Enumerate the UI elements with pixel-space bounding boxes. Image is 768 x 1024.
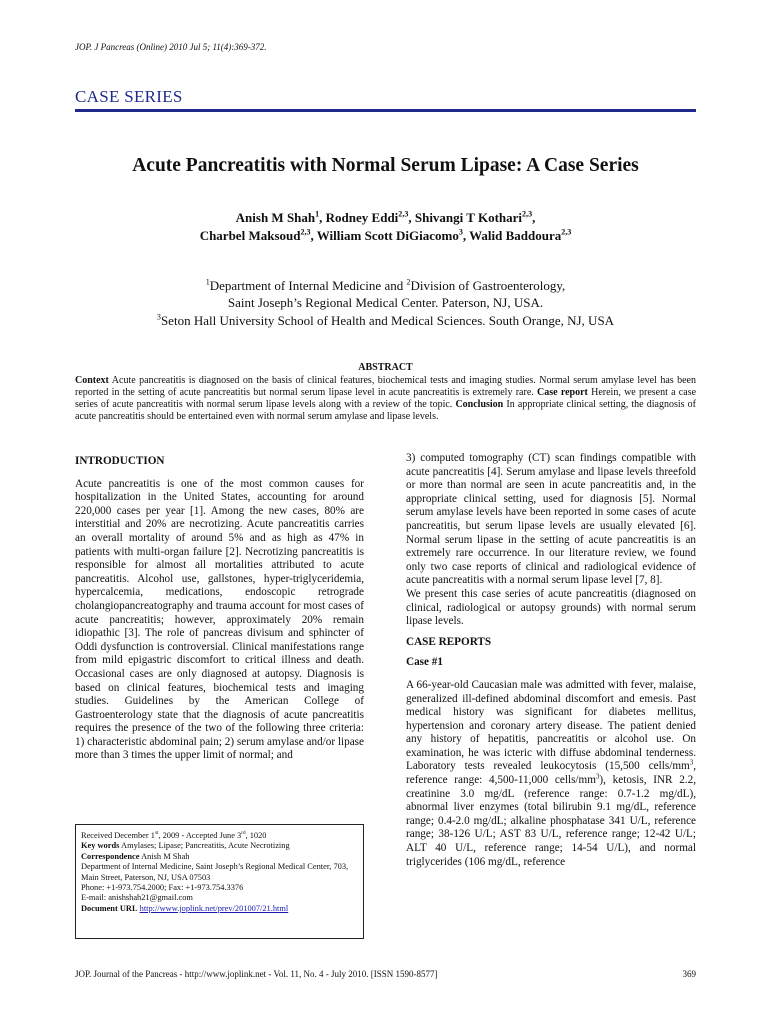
keywords-text: Amylases; Lipase; Pancreatitis, Acute Necrotizing [119, 841, 290, 851]
case-1-heading: Case #1 [406, 656, 443, 669]
received-accepted-line [81, 831, 358, 841]
affiliation-marker: 3 [156, 312, 161, 322]
author-name: Anish M Shah [235, 210, 316, 225]
authors-line-2: Charbel Maksoud$^{2,3}$, William Scott DiGiacomo$^3$, Walid Baddoura$^{2,3}$ [199, 227, 572, 243]
superscript: rd [241, 830, 246, 837]
keywords-line [81, 841, 358, 851]
abstract-case-label: Case report [537, 387, 588, 398]
abstract-context-label: Context [75, 375, 109, 386]
correspondence-label: Correspondence [81, 851, 140, 861]
affiliation-text: Division of Gastroenterology, [410, 278, 566, 293]
author-name: Rodney Eddi [325, 210, 399, 225]
author-affiliation-marker: 2,3 [300, 227, 311, 237]
affiliation-line-2: Saint Joseph’s Regional Medical Center. Paterson, NJ, USA. [227, 295, 544, 310]
abstract-case: Herein, we present a case series of acute pancreatitis with normal serum lipase levels along with a review of the topic. [75, 387, 697, 410]
abstract-conclusion-label: Conclusion [455, 399, 504, 410]
case-reports-heading: CASE REPORTS [406, 635, 492, 648]
abstract-context: Acute pancreatitis is diagnosed on the basis of clinical features, biochemical tests and imaging studies. Normal serum amylase level has been reported in the setting of acute pancreatitis but normal serum lipase level in acute pancreatitis is extremely rare. [75, 375, 696, 398]
keywords-label: Key words [81, 841, 120, 851]
present-paragraph: We present this case series of acute pancreatitis (diagnosed on clinical, radiological or autopsy grounds) with normal serum lipase levels. [406, 587, 696, 628]
left-column [75, 455, 364, 763]
affiliation-text: Seton Hall University School of Health and Medical Sciences. South Orange, NJ, USA [160, 313, 615, 328]
introduction-continuation: 3) computed tomography (CT) scan findings compatible with acute pancreatitis [4]. Serum amylase and lipase levels threefold or more than normal are seen in acute pancreatitis and, in the appropriate clinical setting, used for diagnosis [5]. Normal serum amylase levels have been reported in some cases of acute pancreatitis, but serum lipase levels are usually elevated [6]. Normal serum lipase in the setting of acute pancreatitis is an extremely rare occurrence. In our literature review, we found only two case reports of clinical and radiological evidence of acute pancreatitis with a normal serum lipase level [7, 8]. [406, 452, 696, 587]
author-affiliation-marker: 3 [458, 227, 463, 237]
affiliation-marker: 2 [406, 277, 411, 287]
case-1-paragraph [406, 679, 696, 869]
affiliation-line-3 [75, 313, 696, 329]
accepted-year: , 1020 [245, 831, 267, 840]
received-text: Received December 1 [81, 831, 155, 840]
correspondence-address: Department of Internal Medicine, Saint Joseph’s Regional Medical Center, 703, Main Street, Paterson, NJ, USA 07503 [81, 862, 349, 882]
author-name: Charbel Maksoud [199, 228, 301, 243]
introduction-heading: INTRODUCTION [75, 455, 165, 467]
email: E-mail: anishshah21@gmail.com [81, 893, 193, 903]
author-name: William Scott DiGiacomo [316, 228, 459, 243]
footer-journal-info: JOP. Journal of the Pancreas - http://www.joplink.net - Vol. 11, No. 4 - July 2010. [ISSN 1590-8577] [75, 969, 438, 979]
superscript: st [154, 830, 159, 837]
affiliation-text: Department of Internal Medicine and [209, 278, 407, 293]
author-affiliation-marker: 2,3 [522, 209, 533, 219]
superscript: 3 [689, 758, 694, 767]
article-info-box [75, 824, 364, 939]
right-column [406, 452, 696, 869]
author-affiliation-marker: 1 [315, 209, 320, 219]
superscript: 3 [595, 772, 600, 781]
abstract-heading: ABSTRACT [358, 362, 413, 373]
correspondence-name: Anish M Shah [139, 851, 190, 861]
case-1-text: ), ketosis, INR 2.2, creatinine 3.0 mg/dL (reference range: 0.7-1.2 mg/dL), abnormal liver enzymes (total bilirubin 9.1 mg/dL, reference range; 0.4-2.0 mg/dL; alkaline phosphatase 341 U/L, reference range; 38-126 U/L; AST 83 U/L, reference range; 12-42 U/L; ALT 40 U/L, reference range; 14-54 U/L), and normal triglycerides (106 mg/dL, reference [406, 774, 696, 868]
affiliation-line-1 [75, 278, 696, 294]
authors-line-1: Anish M Shah$^1$, Rodney Eddi$^{2,3}$, Shivangi T Kothari$^{2,3}$, [235, 209, 536, 225]
author-name: Shivangi T Kothari [414, 210, 523, 225]
document-url-label: Document URL [81, 903, 138, 913]
author-affiliation-marker: 2,3 [398, 209, 409, 219]
author-affiliation-marker: 2,3 [561, 227, 572, 237]
page-number: 369 [682, 969, 696, 979]
journal-reference: JOP. J Pancreas (Online) 2010 Jul 5; 11(4):369-372. [75, 42, 267, 52]
correspondence-line [81, 852, 358, 862]
author-name: Walid Baddoura [469, 228, 562, 243]
case-1-text: A 66-year-old Caucasian male was admitted with fever, malaise, generalized ill-defined abdominal discomfort and emesis. Past medical history was significant for diabetes mellitus, hypertension and coronary artery disease. The patient denied any history of hepatitis, pancreatitis or alcohol use. On examination, he was icteric with diffuse abdominal tenderness. Laboratory tests revealed leukocytosis (15,500 cells/mm [406, 678, 696, 773]
abstract-body [75, 375, 696, 423]
affiliation-marker: 1 [205, 277, 210, 287]
section-divider [75, 109, 696, 112]
phone-fax: Phone: +1-973.754.2000; Fax: +1-973.754.3376 [81, 883, 244, 893]
section-label: CASE SERIES [75, 87, 183, 106]
case-1-text: , reference range: 4,500-11,000 cells/mm [406, 760, 696, 787]
document-url-line [81, 904, 358, 914]
introduction-paragraph: Acute pancreatitis is one of the most common causes for hospitalization in the United States, accounting for around 220,000 cases per year [1]. Among the new cases, 80% are interstitial and 20% are necrotizing. Acute pancreatitis carries an overall mortality of around 5% and as high as 47% in patients with multi-organ failure [2]. Necrotizing pancreatitis is responsible for almost all mortalities attributed to acute pancreatitis. Alcohol use, gallstones, hyper-triglyceridemia, hypercalcemia, medications, endoscopic retrograde cholangiopancreatography and trauma account for most cases of acute pancreatitis; however, approximately 20% remain idiopathic [3]. The role of pancreas divisum and sphincter of Oddi dysfunction is controversial. Clinical manifestations range from mild epigastric discomfort to critical illness and death. Occasional cases are only diagnosed at autopsy. Diagnosis is based on clinical features, biochemical tests and imaging studies. Guidelines by the American College of Gastroenterology state that the diagnosis of acute pancreatitis requires the presence of the two of the following three criteria: 1) characteristic abdominal pain; 2) serum amylase and/or lipase more than 3 times the upper limit of normal; and [75, 477, 364, 762]
document-url-link[interactable]: http://www.joplink.net/prev/201007/21.html [139, 903, 289, 913]
abstract-conclusion: In appropriate clinical setting, the diagnosis of acute pancreatitis should be entertained even with normal serum amylase and lipase levels. [75, 399, 697, 422]
accepted-text: , 2009 - Accepted June 3 [158, 831, 242, 840]
article-title: Acute Pancreatitis with Normal Serum Lipase: A Case Series [132, 155, 639, 176]
